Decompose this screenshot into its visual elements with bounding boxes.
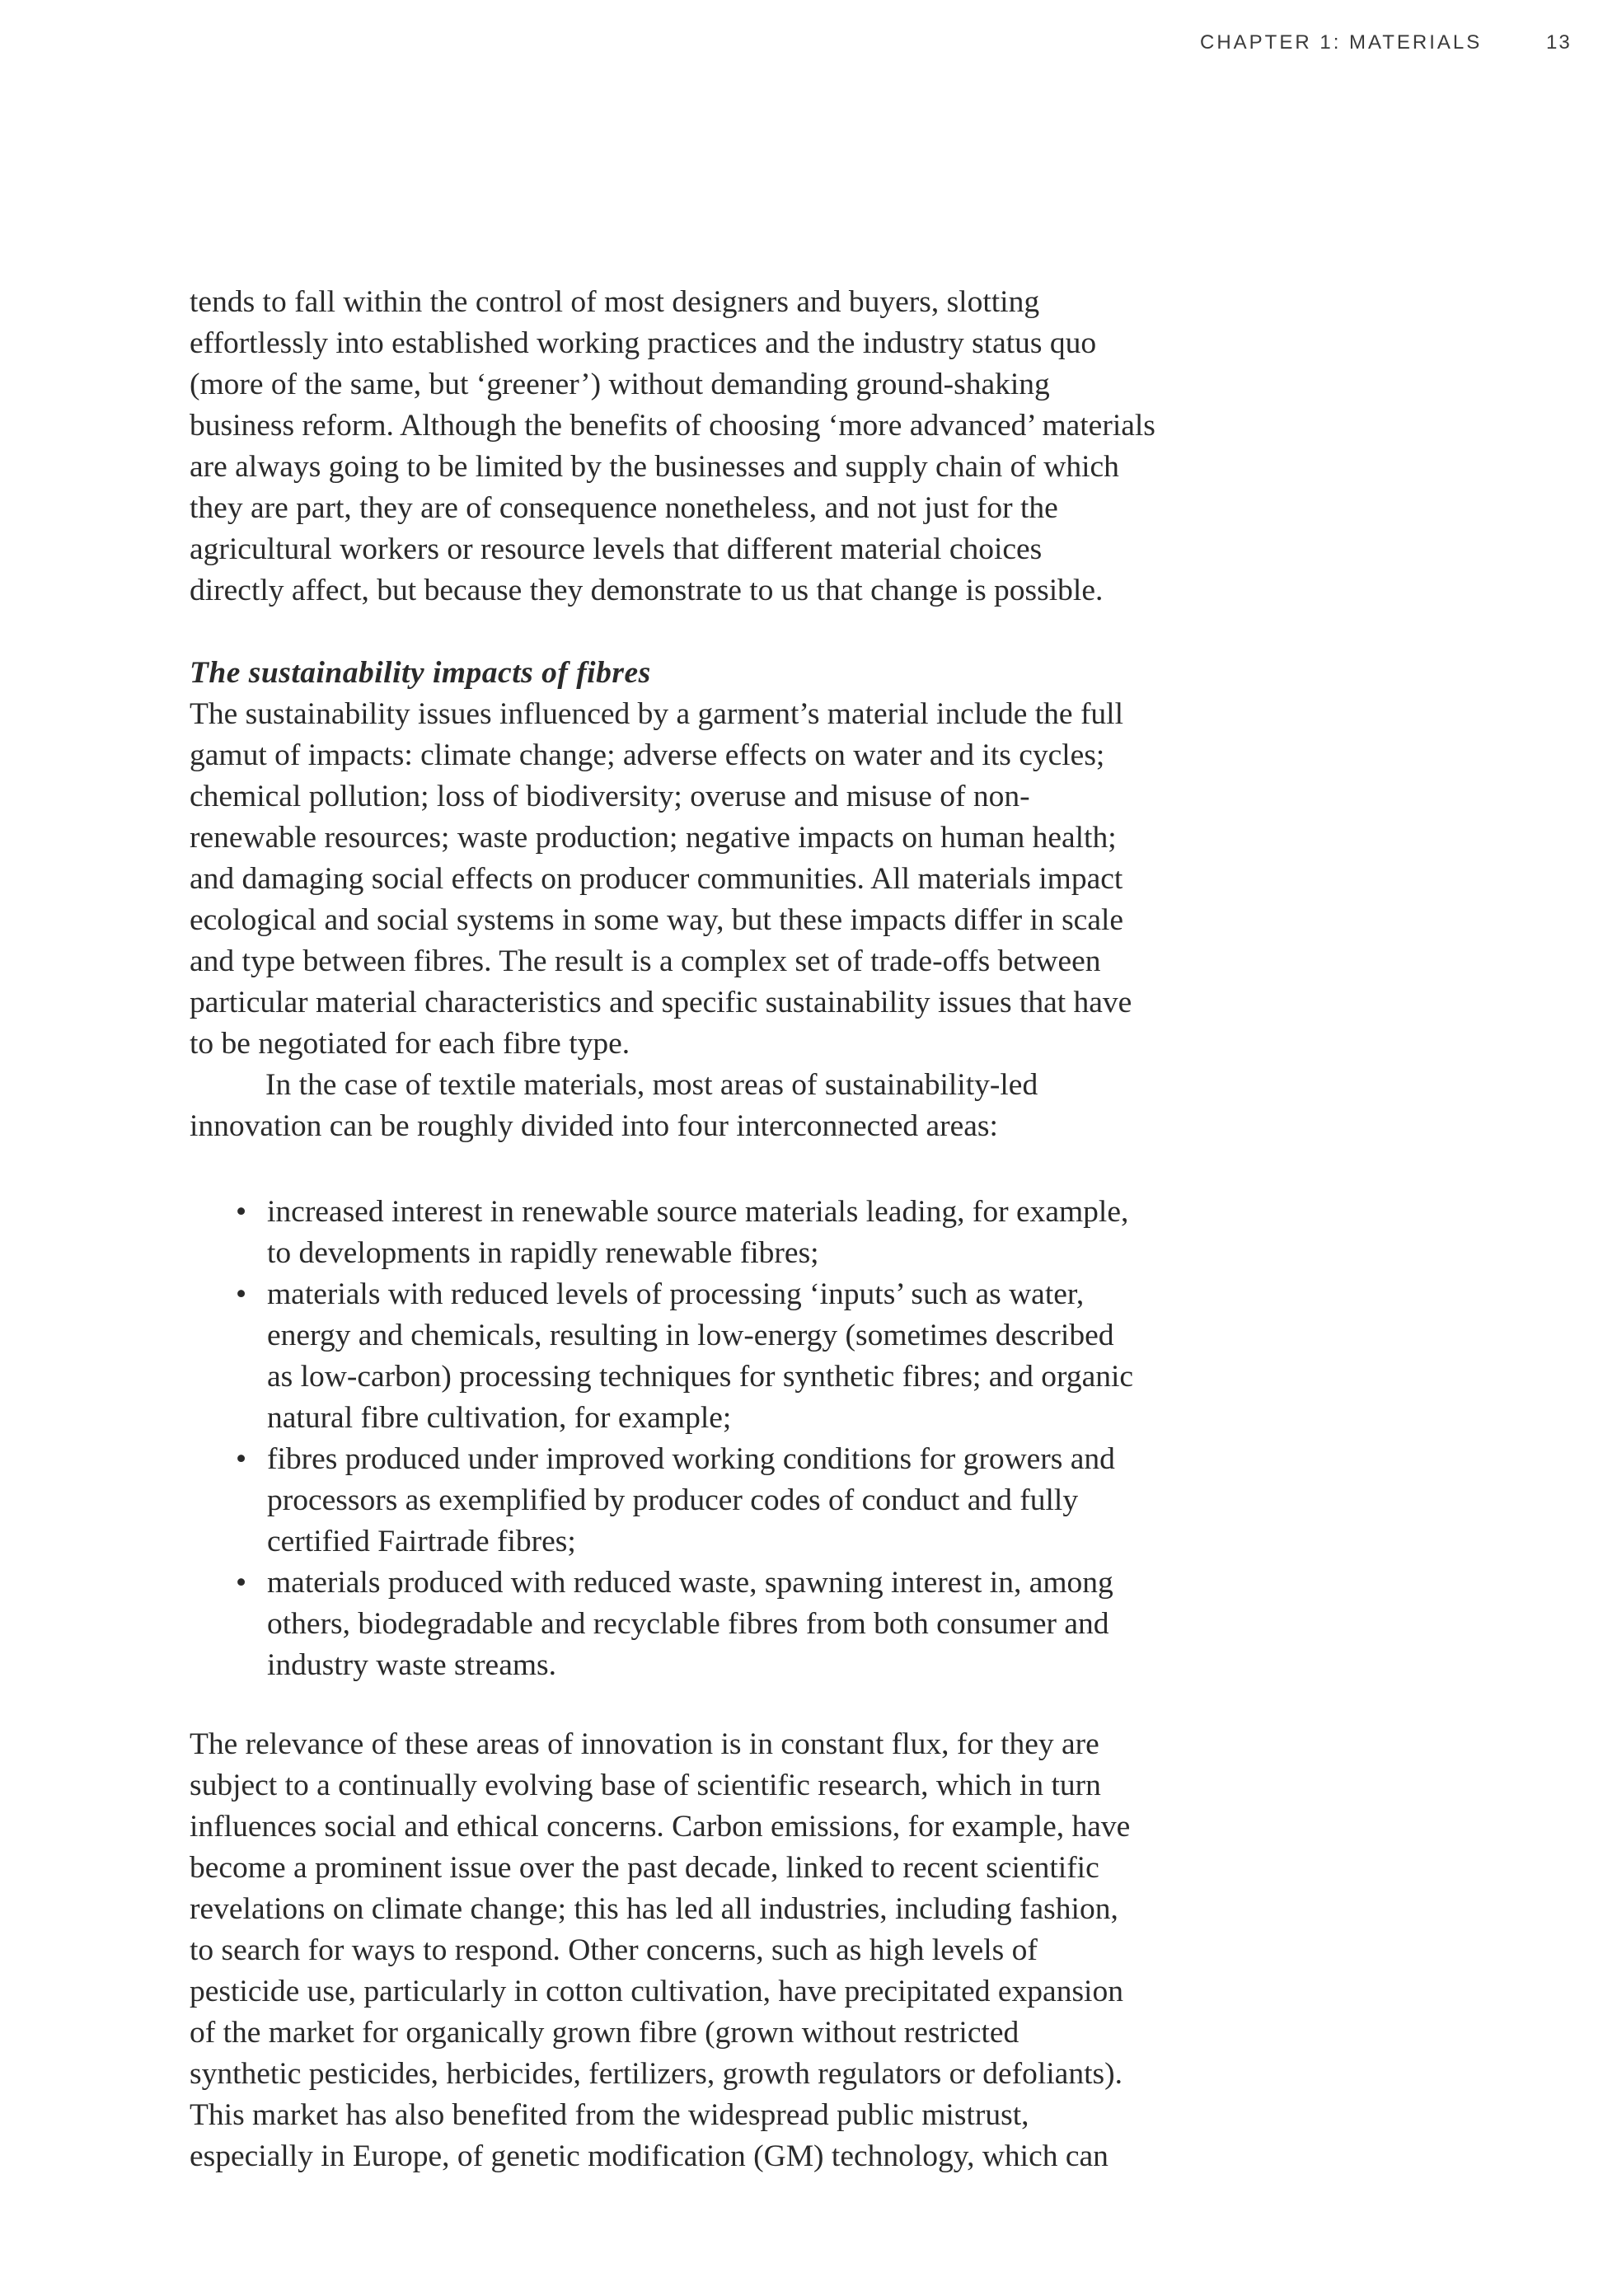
text-line: influences social and ethical concerns. Carbon emissions, for example, have <box>190 1810 1131 1844</box>
section-fibre-impacts <box>190 653 1228 1147</box>
text-line: they are part, they are of consequence nonetheless, and not just for the <box>190 491 1058 525</box>
text-line: The sustainability issues influenced by a garment’s material include the full <box>190 697 1124 731</box>
section-heading: The sustainability impacts of fibres <box>190 656 651 690</box>
text-line: In the case of textile materials, most areas of sustainability-led <box>265 1068 1038 1102</box>
paragraph-continued <box>190 282 1228 611</box>
text-line: especially in Europe, of genetic modification (GM) technology, which can <box>190 2139 1109 2173</box>
text-line: materials produced with reduced waste, spawning interest in, among <box>267 1566 1113 1600</box>
text-line: industry waste streams. <box>267 1648 556 1682</box>
text-line: This market has also benefited from the widespread public mistrust, <box>190 2098 1029 2132</box>
text-line: agricultural workers or resource levels that different material choices <box>190 532 1043 566</box>
bullet-list <box>190 1192 1244 1686</box>
text-line: (more of the same, but ‘greener’) without demanding ground-shaking <box>190 368 1050 401</box>
text-line: renewable resources; waste production; negative impacts on human health; <box>190 821 1117 855</box>
page-number: 13 <box>1546 31 1572 54</box>
text-line: particular material characteristics and specific sustainability issues that have <box>190 986 1132 1019</box>
list-item <box>190 1439 1244 1563</box>
text-line: are always going to be limited by the businesses and supply chain of which <box>190 450 1119 484</box>
text-line: The relevance of these areas of innovation is in constant flux, for they are <box>190 1727 1099 1761</box>
text-line: business reform. Although the benefits of choosing ‘more advanced’ materials <box>190 409 1155 443</box>
text-line: tends to fall within the control of most designers and buyers, slotting <box>190 285 1040 319</box>
text-line: effortlessly into established working practices and the industry status quo <box>190 326 1097 360</box>
list-item <box>190 1274 1244 1439</box>
text-line: natural fibre cultivation, for example; <box>267 1401 732 1435</box>
text-line: and damaging social effects on producer communities. All materials impact <box>190 862 1123 896</box>
bullet-marker: • <box>236 1442 247 1476</box>
text-line: of the market for organically grown fibre (grown without restricted <box>190 2016 1019 2050</box>
text-line: ecological and social systems in some way, but these impacts differ in scale <box>190 903 1124 937</box>
text-line: pesticide use, particularly in cotton cultivation, have precipitated expansion <box>190 1975 1123 2008</box>
text-line: innovation can be roughly divided into four interconnected areas: <box>190 1109 998 1143</box>
bullet-marker: • <box>236 1195 247 1229</box>
text-line: materials with reduced levels of processing ‘inputs’ such as water, <box>267 1277 1085 1311</box>
text-line: revelations on climate change; this has led all industries, including fashion, <box>190 1892 1118 1926</box>
text-line: chemical pollution; loss of biodiversity; overuse and misuse of non- <box>190 780 1030 813</box>
text-line: energy and chemicals, resulting in low-energy (sometimes described <box>267 1319 1114 1352</box>
bullet-marker: • <box>236 1566 247 1600</box>
text-line: subject to a continually evolving base of scientific research, which in turn <box>190 1769 1101 1802</box>
text-line: become a prominent issue over the past decade, linked to recent scientific <box>190 1851 1099 1885</box>
text-line: processors as exemplified by producer codes of conduct and fully <box>267 1483 1079 1517</box>
text-line: fibres produced under improved working conditions for growers and <box>267 1442 1115 1476</box>
text-line: and type between fibres. The result is a complex set of trade-offs between <box>190 944 1101 978</box>
running-head: CHAPTER 1: MATERIALS <box>1200 31 1483 54</box>
text-line: others, biodegradable and recyclable fibres from both consumer and <box>267 1607 1109 1641</box>
text-line: increased interest in renewable source materials leading, for example, <box>267 1195 1129 1229</box>
text-line: directly affect, but because they demonstrate to us that change is possible. <box>190 574 1104 607</box>
bullet-marker: • <box>236 1277 247 1311</box>
text-line: synthetic pesticides, herbicides, fertilizers, growth regulators or defoliants). <box>190 2057 1123 2091</box>
text-line: to developments in rapidly renewable fibres; <box>267 1236 819 1270</box>
paragraph-relevance <box>190 1724 1228 2177</box>
text-line: certified Fairtrade fibres; <box>267 1525 576 1558</box>
text-line: as low-carbon) processing techniques for synthetic fibres; and organic <box>267 1360 1134 1394</box>
text-line: to search for ways to respond. Other concerns, such as high levels of <box>190 1933 1038 1967</box>
text-line: gamut of impacts: climate change; adverse effects on water and its cycles; <box>190 738 1105 772</box>
list-item <box>190 1563 1244 1686</box>
text-line: to be negotiated for each fibre type. <box>190 1027 630 1061</box>
list-item <box>190 1192 1244 1274</box>
